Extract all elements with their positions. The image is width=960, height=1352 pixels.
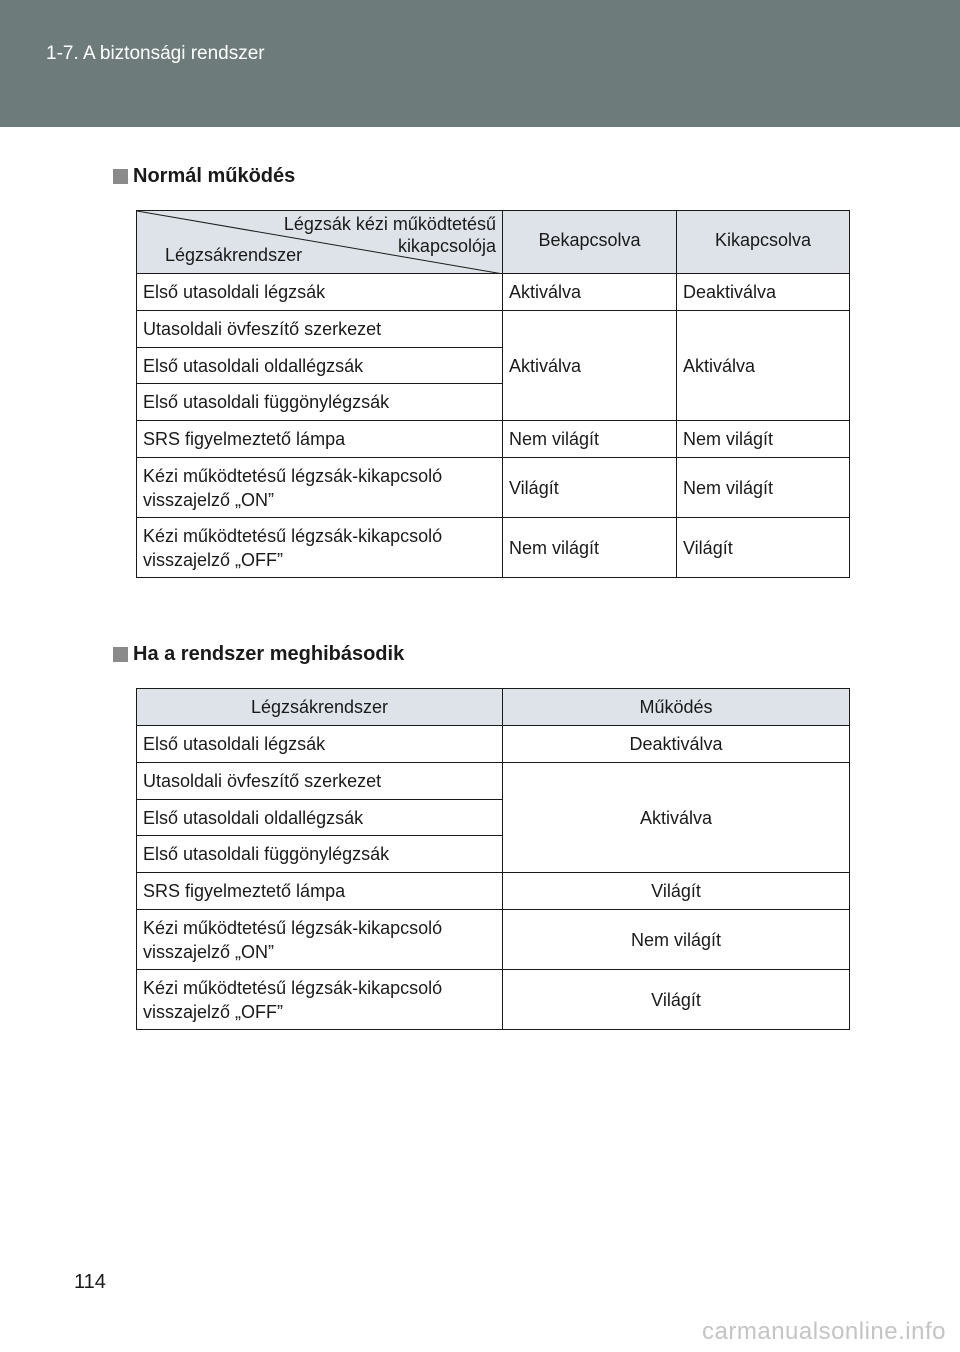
table-row xyxy=(137,421,850,458)
cell-off: Nem világít xyxy=(677,458,850,518)
group-cell-value: Aktiválva xyxy=(503,763,850,873)
column-header-off: Kikapcsolva xyxy=(677,211,850,274)
cell-off: Deaktiválva xyxy=(677,274,850,311)
row-label-line1: Kézi működtetésű légzsák-kikapcsoló xyxy=(143,977,443,998)
cell-on: Aktiválva xyxy=(503,274,677,311)
table-row xyxy=(137,458,850,518)
row-label xyxy=(137,910,503,970)
cell-off: Nem világít xyxy=(677,421,850,458)
watermark-text: carmanualsonline.info xyxy=(702,1318,946,1345)
corner-top-line1: Légzsák kézi működtetésű xyxy=(283,214,496,234)
table-row xyxy=(137,910,850,970)
cell-value: Világít xyxy=(503,873,850,910)
row-label: Első utasoldali függönylégzsák xyxy=(137,836,503,873)
section-heading-text: Normál működés xyxy=(133,165,296,187)
table-row xyxy=(137,970,850,1030)
group-cell-on: Aktiválva xyxy=(503,311,677,421)
row-label: SRS figyelmeztető lámpa xyxy=(137,421,503,458)
table-row xyxy=(137,726,850,763)
column-header-operation: Működés xyxy=(503,689,850,726)
page-header xyxy=(0,0,960,127)
diagonal-header-cell xyxy=(137,211,503,274)
section-heading-text: Ha a rendszer meghibásodik xyxy=(133,643,405,665)
row-label xyxy=(137,518,503,578)
row-label-line1: Kézi működtetésű légzsák-kikapcsoló xyxy=(143,525,443,546)
column-header-system: Légzsákrendszer xyxy=(137,689,503,726)
table-row xyxy=(137,311,850,348)
row-label: Első utasoldali függönylégzsák xyxy=(137,384,503,421)
cell-on: Világít xyxy=(503,458,677,518)
cell-on: Nem világít xyxy=(503,518,677,578)
cell-value: Nem világít xyxy=(503,910,850,970)
row-label-line2: visszajelző „ON” xyxy=(143,489,275,510)
corner-top-label xyxy=(284,213,496,257)
corner-top-line2: kikapcsolója xyxy=(397,236,496,256)
row-label: Utasoldali övfeszítő szerkezet xyxy=(137,763,503,800)
table-row xyxy=(137,873,850,910)
row-label-line2: visszajelző „OFF” xyxy=(143,1001,284,1022)
cell-value: Deaktiválva xyxy=(503,726,850,763)
normal-operation-table xyxy=(136,210,850,578)
column-header-on: Bekapcsolva xyxy=(503,211,677,274)
square-bullet-icon xyxy=(113,647,128,662)
row-label xyxy=(137,970,503,1030)
row-label-line2: visszajelző „OFF” xyxy=(143,549,284,570)
row-label: Első utasoldali oldallégzsák xyxy=(137,800,503,836)
page-number: 114 xyxy=(74,1271,106,1293)
table-header-row xyxy=(137,211,850,274)
table-row xyxy=(137,763,850,800)
row-label: Első utasoldali légzsák xyxy=(137,726,503,763)
section-heading-normal xyxy=(113,165,295,188)
group-cell-off: Aktiválva xyxy=(677,311,850,421)
corner-bottom-label: Légzsákrendszer xyxy=(165,245,303,265)
row-label-line1: Kézi működtetésű légzsák-kikapcsoló xyxy=(143,465,443,486)
row-label: SRS figyelmeztető lámpa xyxy=(137,873,503,910)
table-row xyxy=(137,274,850,311)
row-label: Első utasoldali oldallégzsák xyxy=(137,348,503,384)
cell-off: Világít xyxy=(677,518,850,578)
chapter-title: 1-7. A biztonsági rendszer xyxy=(46,43,265,64)
row-label-line1: Kézi működtetésű légzsák-kikapcsoló xyxy=(143,917,443,938)
row-label xyxy=(137,458,503,518)
cell-value: Világít xyxy=(503,970,850,1030)
section-heading-malfunction xyxy=(113,643,404,666)
row-label-line2: visszajelző „ON” xyxy=(143,941,275,962)
malfunction-table xyxy=(136,688,850,1030)
square-bullet-icon xyxy=(113,169,128,184)
row-label: Első utasoldali légzsák xyxy=(137,274,503,311)
row-label: Utasoldali övfeszítő szerkezet xyxy=(137,311,503,348)
cell-on: Nem világít xyxy=(503,421,677,458)
table-header-row xyxy=(137,689,850,726)
table-row xyxy=(137,518,850,578)
